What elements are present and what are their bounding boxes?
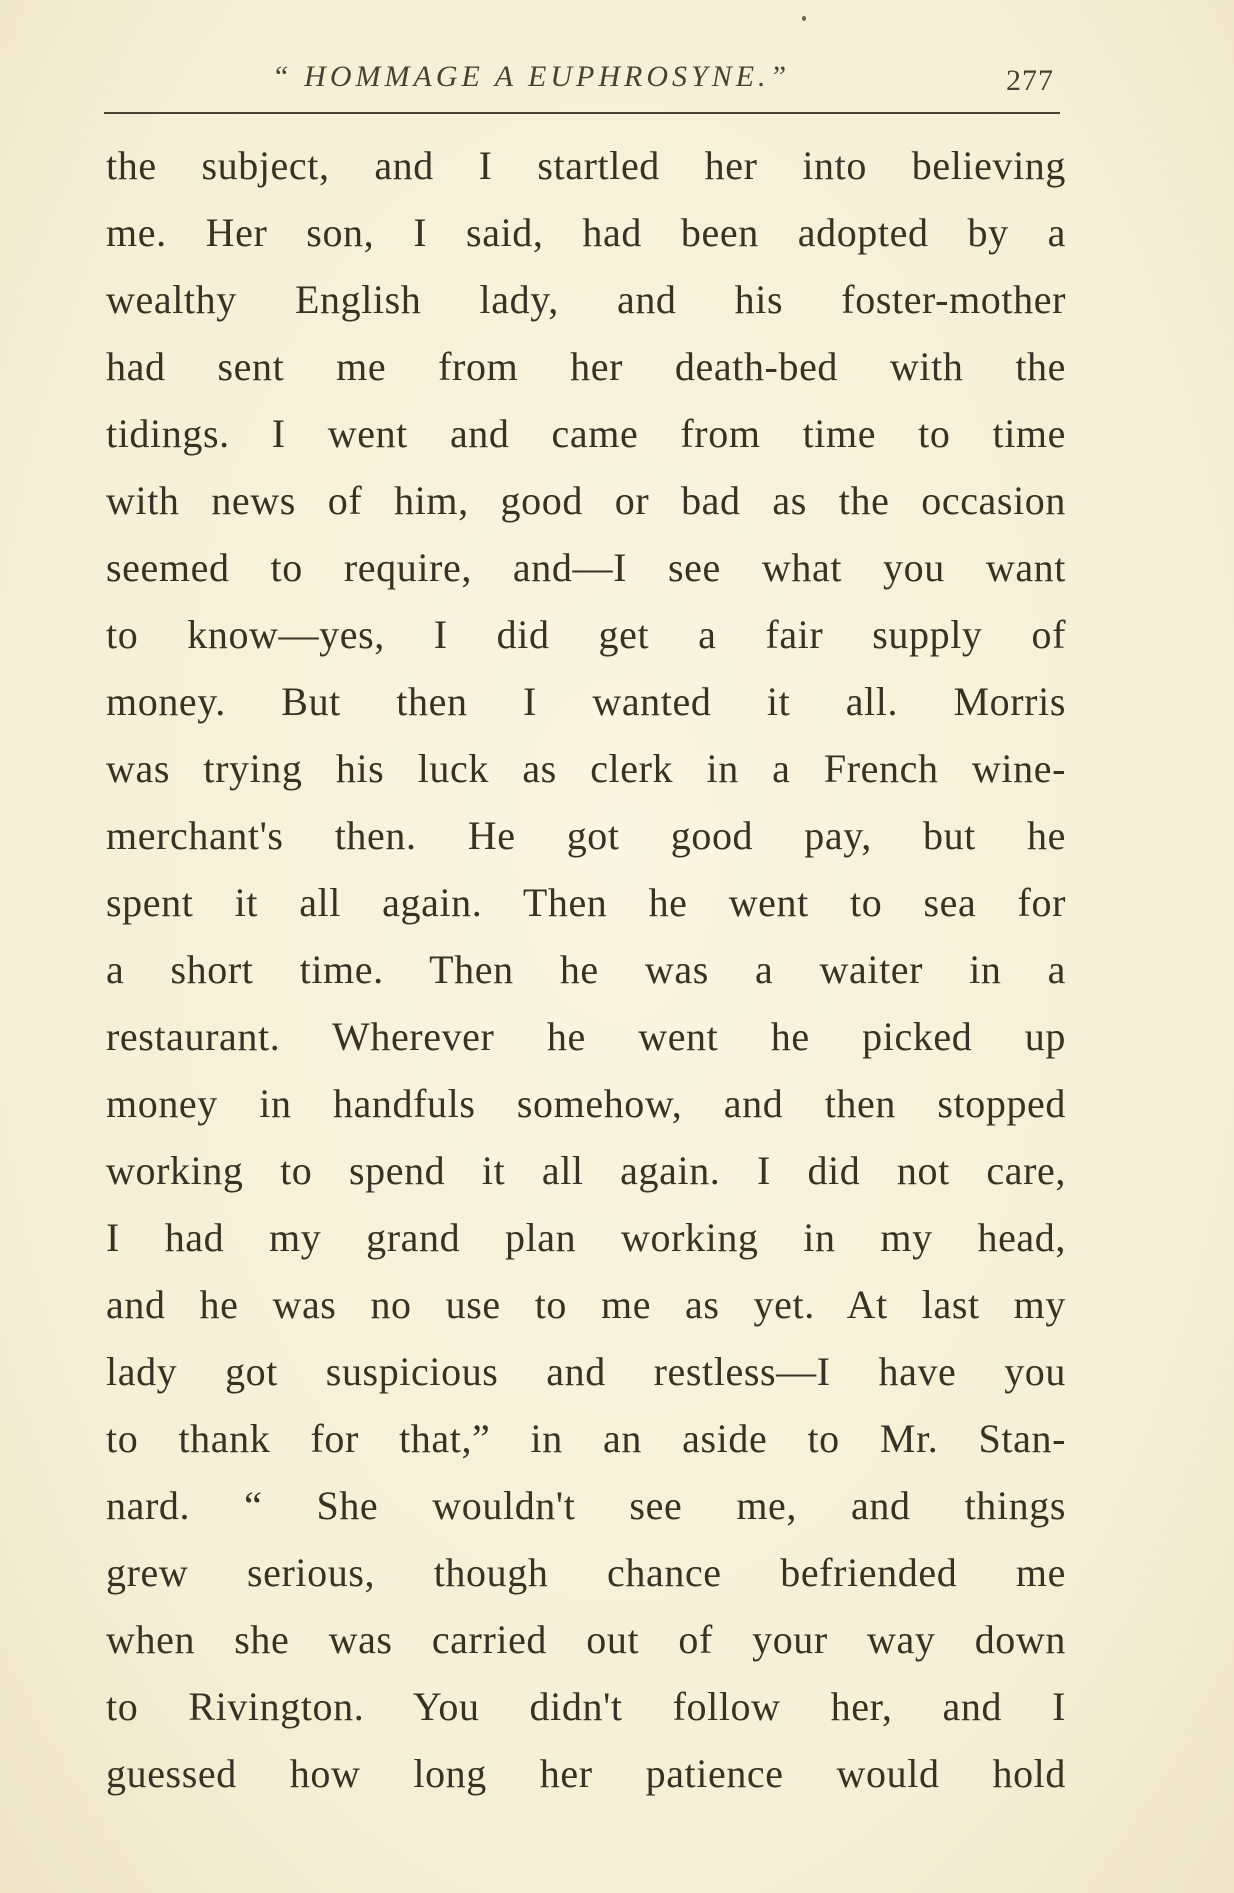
text-line: restaurant. Wherever he went he picked up [106, 1014, 1066, 1059]
text-line: merchant's then. He got good pay, but he [106, 813, 1066, 858]
page-number: 277 [1006, 64, 1054, 97]
text-line: to know—yes, I did get a fair supply of [106, 612, 1066, 657]
text-line: nard. “ She wouldn't see me, and things [106, 1483, 1066, 1528]
text-line: and he was no use to me as yet. At last my [106, 1282, 1066, 1327]
text-line: with news of him, good or bad as the occasion [106, 478, 1066, 523]
text-line: was trying his luck as clerk in a French wine- [106, 746, 1066, 791]
text-line: wealthy English lady, and his foster-mother [106, 277, 1066, 322]
text-line: to thank for that,” in an aside to Mr. Stan- [106, 1416, 1066, 1461]
body-text [106, 132, 1066, 1807]
text-line: tidings. I went and came from time to time [106, 411, 1066, 456]
text-line: money. But then I wanted it all. Morris [106, 679, 1066, 724]
text-line: the subject, and I startled her into believing [106, 143, 1066, 188]
text-line: grew serious, though chance befriended me [106, 1550, 1066, 1595]
text-line: had sent me from her death-bed with the [106, 344, 1066, 389]
text-line: lady got suspicious and restless—I have you [106, 1349, 1066, 1394]
text-line: working to spend it all again. I did not care, [106, 1148, 1066, 1193]
page-header [104, 54, 1060, 106]
text-line: guessed how long her patience would hold [106, 1751, 1066, 1796]
text-line: a short time. Then he was a waiter in a [106, 947, 1066, 992]
text-line: I had my grand plan working in my head, [106, 1215, 1066, 1260]
ink-speck [802, 16, 806, 21]
text-line: money in handfuls somehow, and then stopped [106, 1081, 1066, 1126]
text-line: when she was carried out of your way down [106, 1617, 1066, 1662]
running-title: “ HOMMAGE A EUPHROSYNE.” [272, 60, 791, 93]
text-line: to Rivington. You didn't follow her, and I [106, 1684, 1066, 1729]
text-line: spent it all again. Then he went to sea for [106, 880, 1066, 925]
header-rule [104, 112, 1060, 114]
text-line: me. Her son, I said, had been adopted by a [106, 210, 1066, 255]
text-line: seemed to require, and—I see what you want [106, 545, 1066, 590]
